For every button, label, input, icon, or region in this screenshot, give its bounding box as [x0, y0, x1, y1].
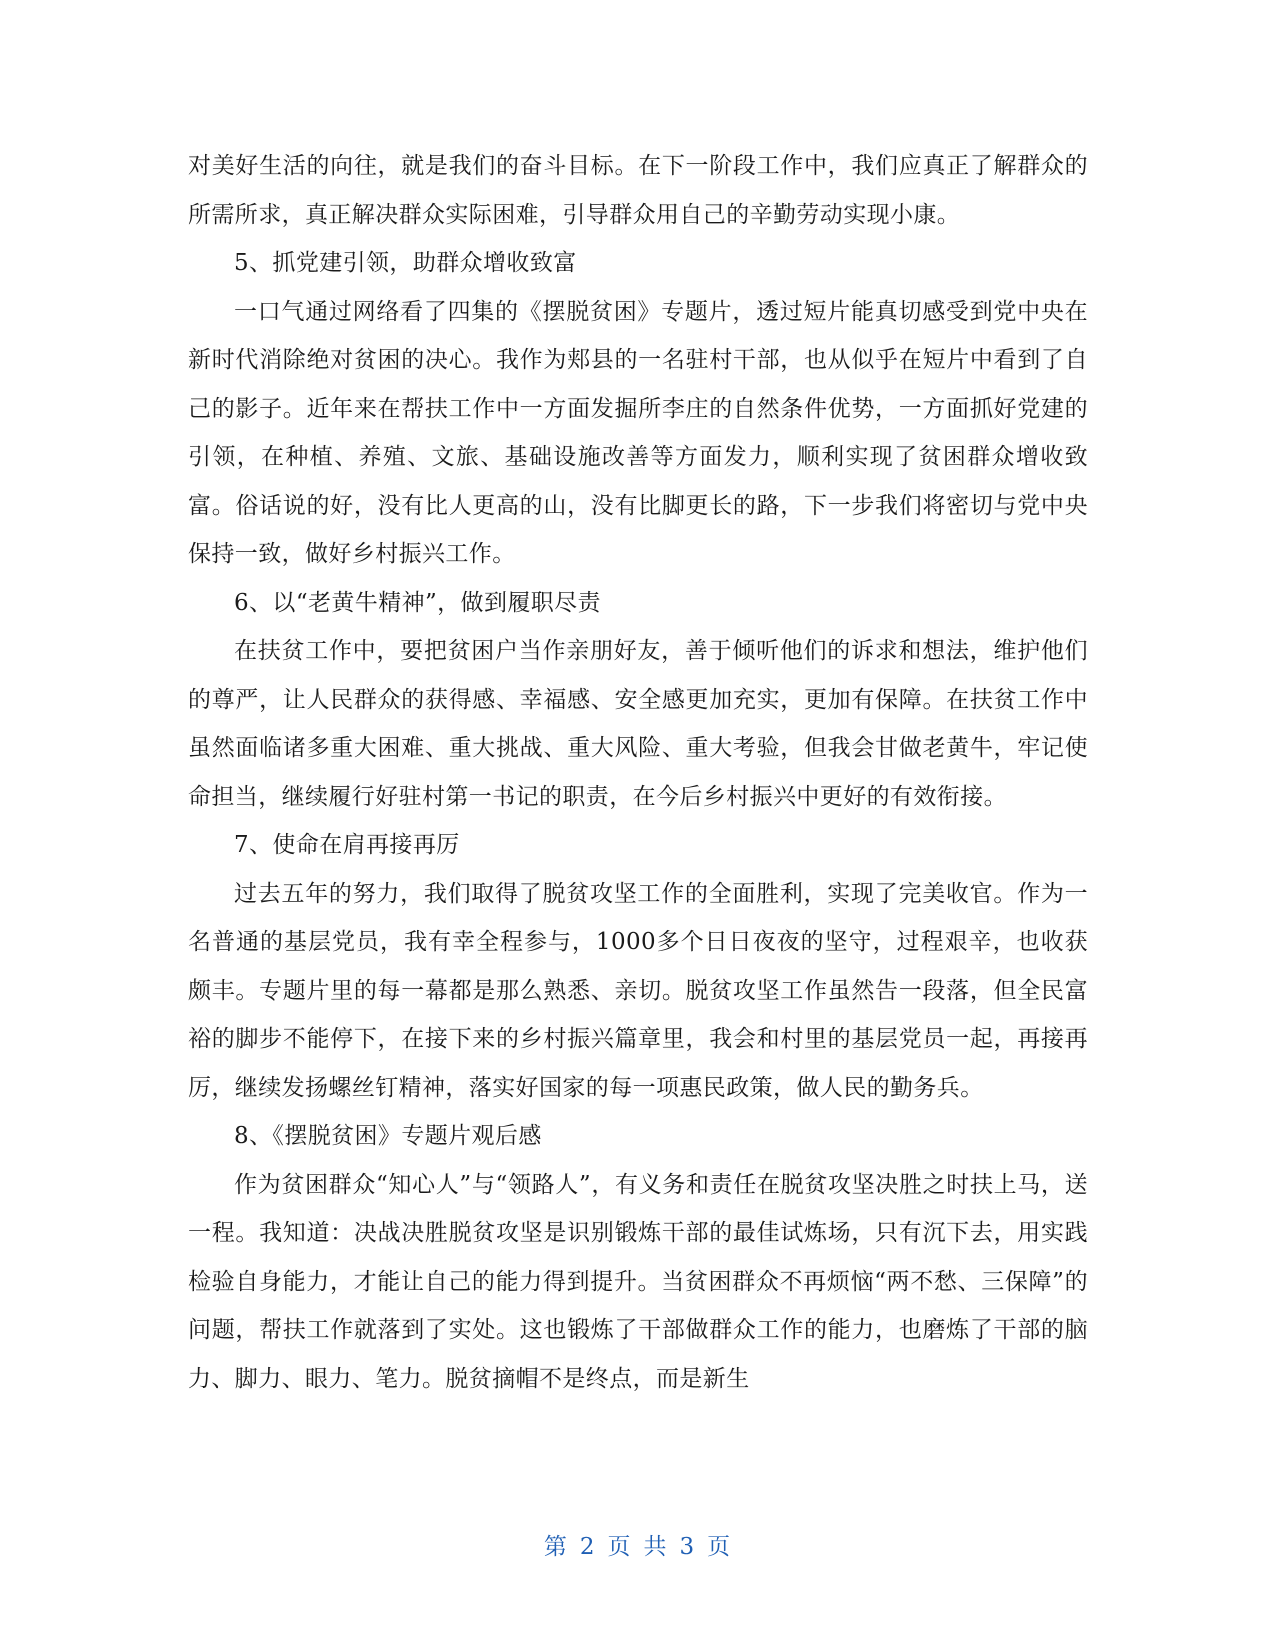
- footer-suffix: 页: [707, 1534, 732, 1560]
- footer-page-word: 页: [607, 1534, 632, 1560]
- section-heading-8: 8、《摆脱贫困》专题片观后感: [234, 1123, 542, 1149]
- paragraph-continued: 对美好生活的向往，就是我们的奋斗目标。在下一阶段工作中，我们应真正了解群众的所需所求，真正解决群众实际困难，引导群众用自己的辛勤劳动实现小康。: [188, 153, 1088, 228]
- paragraph-section-5: 一口气通过网络看了四集的《摆脱贫困》专题片，透过短片能真切感受到党中央在新时代消除绝对贫困的决心。我作为郏县的一名驻村干部，也从似乎在短片中看到了自己的影子。近年来在帮扶工作中一方面发掘所李庄的自然条件优势，一方面抓好党建的引领，在种植、养殖、文旅、基础设施改善等方面发力，顺利实现了贫困群众增收致富。俗话说的好，没有比人更高的山，没有比脚更长的路，下一步我们将密切与党中央保持一致，做好乡村振兴工作。: [188, 298, 1088, 567]
- page-number-footer: [0, 1528, 1275, 1561]
- section-heading-6: 6、以“老黄牛精神”，做到履职尽责: [234, 589, 601, 616]
- section-heading-5: 5、抓党建引领，助群众增收致富: [234, 250, 577, 276]
- footer-current-page: 2: [579, 1534, 596, 1560]
- page-body: [188, 142, 1088, 1403]
- paragraph-section-6: 在扶贫工作中，要把贫困户当作亲朋好友，善于倾听他们的诉求和想法，维护他们的尊严，让人民群众的获得感、幸福感、安全感更加充实，更加有保障。在扶贫工作中虽然面临诸多重大困难、重大挑战、重大风险、重大考验，但我会甘做老黄牛，牢记使命担当，继续履行好驻村第一书记的职责，在今后乡村振兴中更好的有效衔接。: [188, 638, 1088, 810]
- footer-prefix: 第: [543, 1534, 568, 1560]
- footer-total-word: 共: [643, 1534, 668, 1560]
- paragraph-section-8: 作为贫困群众“知心人”与“领路人”，有义务和责任在脱贫攻坚决胜之时扶上马，送一程。我知道：决战决胜脱贫攻坚是识别锻炼干部的最佳试炼场，只有沉下去，用实践检验自身能力，才能让自己的能力得到提升。当贫困群众不再烦恼“两不愁、三保障”的问题，帮扶工作就落到了实处。这也锻炼了干部做群众工作的能力，也磨炼了干部的脑力、脚力、眼力、笔力。脱贫摘帽不是终点，而是新生: [188, 1171, 1088, 1392]
- paragraph-section-7: 过去五年的努力，我们取得了脱贫攻坚工作的全面胜利，实现了完美收官。作为一名普通的基层党员，我有幸全程参与，1000多个日日夜夜的坚守，过程艰辛，也收获颇丰。专题片里的每一幕都是那么熟悉、亲切。脱贫攻坚工作虽然告一段落，但全民富裕的脚步不能停下，在接下来的乡村振兴篇章里，我会和村里的基层党员一起，再接再厉，继续发扬螺丝钉精神，落实好国家的每一项惠民政策，做人民的勤务兵。: [188, 880, 1088, 1101]
- footer-total-pages: 3: [679, 1534, 696, 1560]
- section-heading-7: 7、使命在肩再接再厉: [234, 832, 460, 858]
